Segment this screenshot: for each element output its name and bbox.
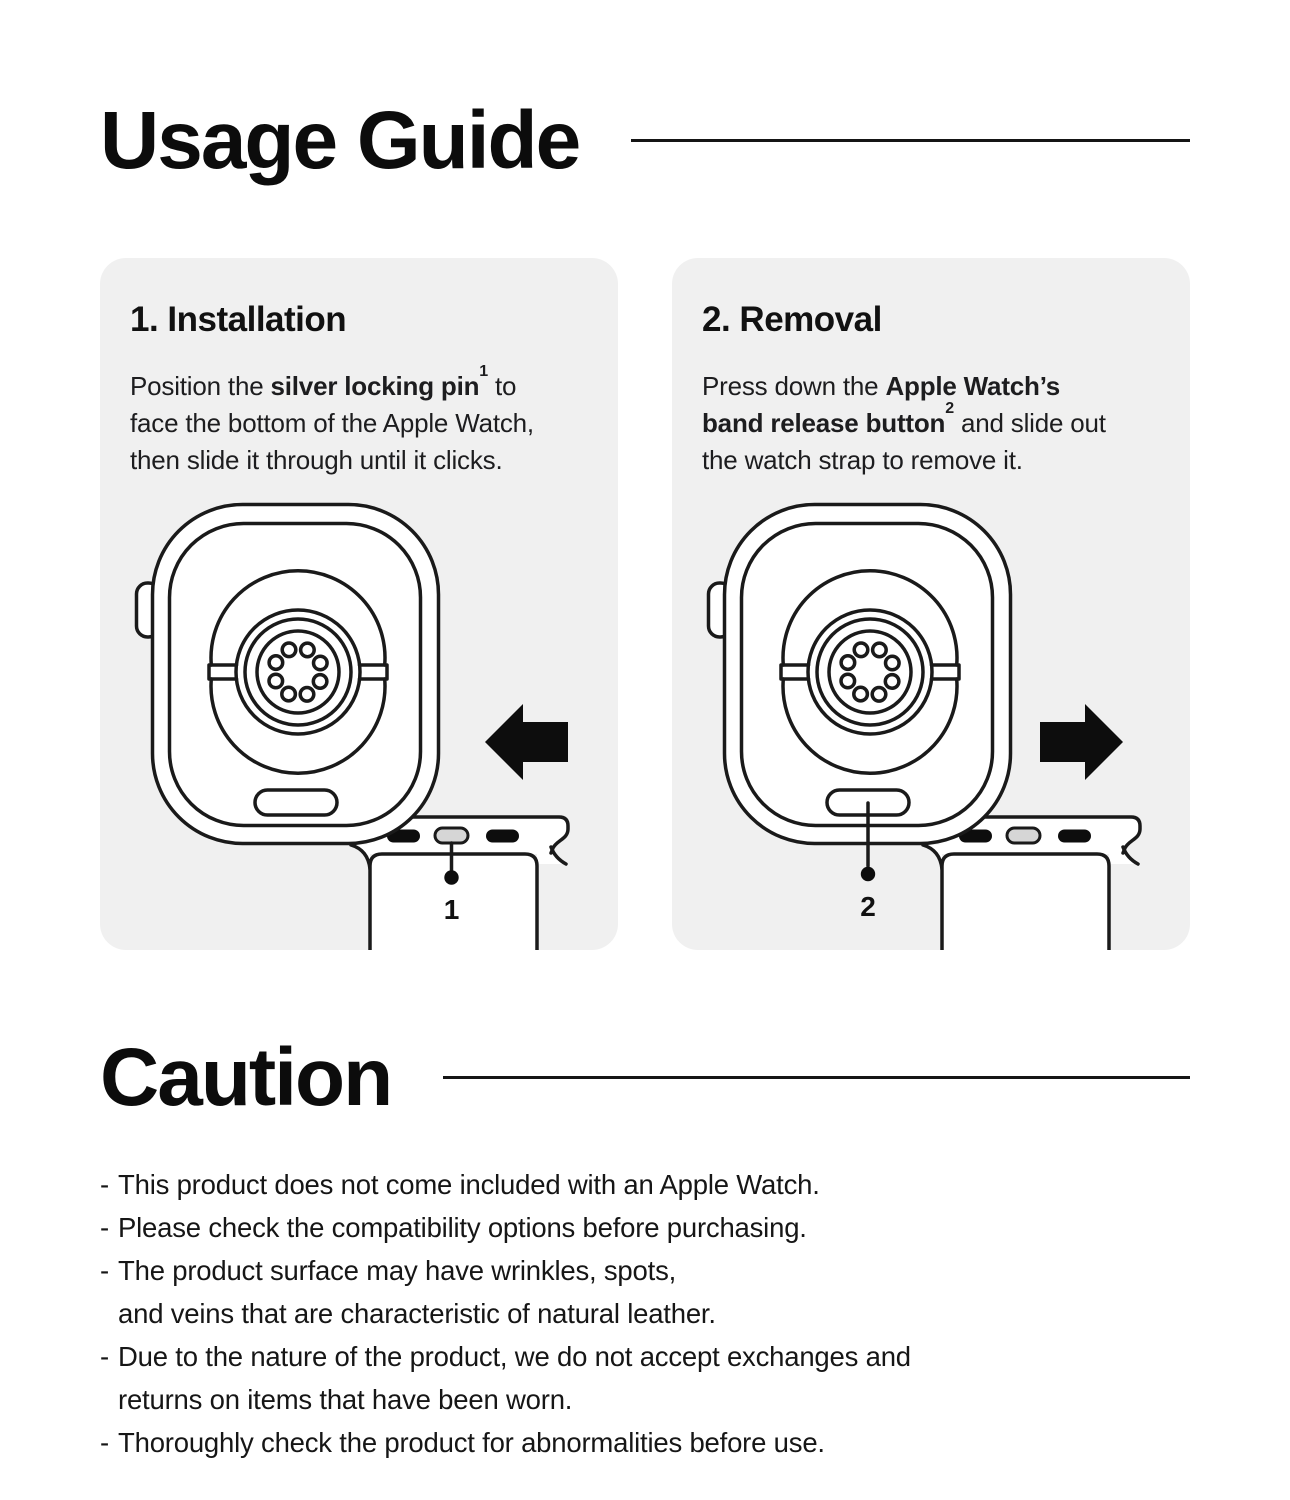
caution-title: Caution <box>100 1032 392 1123</box>
caution-item <box>100 1421 1230 1464</box>
arrow-right-icon <box>1040 704 1123 780</box>
arrow-left-icon <box>485 704 568 780</box>
card-installation-text <box>100 258 618 479</box>
card-removal-text <box>672 258 1190 479</box>
card-installation <box>100 258 618 950</box>
caution-item-text: The product surface may have wrinkles, spots, and veins that are characteristic of natural leather. <box>118 1255 716 1329</box>
usage-cards-row <box>100 258 1190 950</box>
list-marker: - <box>100 1255 109 1286</box>
caution-item <box>100 1335 1230 1421</box>
caution-list <box>100 1163 1230 1464</box>
caution-item <box>100 1163 1230 1206</box>
card-installation-heading: 1. Installation <box>130 300 347 339</box>
callout-dot <box>861 867 875 881</box>
adapter-pin-right <box>486 830 519 843</box>
callout-dot <box>444 870 458 884</box>
caution-item-text: Thoroughly check the product for abnormalities before use. <box>118 1427 825 1458</box>
card-removal <box>672 258 1190 950</box>
caution-item-text: This product does not come included with an Apple Watch. <box>118 1169 820 1200</box>
caution-item-text: Please check the compatibility options before purchasing. <box>118 1212 807 1243</box>
title-rule <box>443 1076 1190 1079</box>
band-release-button <box>255 790 337 815</box>
card-removal-body: Press down the Apple Watch’s band release button$^2$ and slide out the watch strap to remove it. <box>702 371 1106 475</box>
card-removal-heading: 2. Removal <box>702 300 882 339</box>
callout-number: 2 <box>860 891 876 922</box>
list-marker: - <box>100 1341 109 1372</box>
usage-guide-header <box>100 95 1190 187</box>
callout-number: 1 <box>443 894 460 925</box>
caution-item-text: Due to the nature of the product, we do not accept exchanges and returns on items that have been worn. <box>118 1341 911 1415</box>
caution-item <box>100 1206 1230 1249</box>
list-marker: - <box>100 1169 109 1200</box>
title-rule <box>631 139 1190 142</box>
usage-guide-title: Usage Guide <box>100 95 580 186</box>
adapter-pin-right <box>1058 830 1091 843</box>
silver-locking-pin <box>1007 828 1040 843</box>
caution-header <box>100 1032 1190 1124</box>
card-installation-body: Position the silver locking pin$^1$ to face the bottom of the Apple Watch, then slide it through until it clicks. <box>130 363 534 475</box>
caution-item <box>100 1249 1230 1335</box>
silver-locking-pin <box>435 828 468 843</box>
list-marker: - <box>100 1212 109 1243</box>
list-marker: - <box>100 1427 109 1458</box>
watch-strap <box>942 854 1109 950</box>
